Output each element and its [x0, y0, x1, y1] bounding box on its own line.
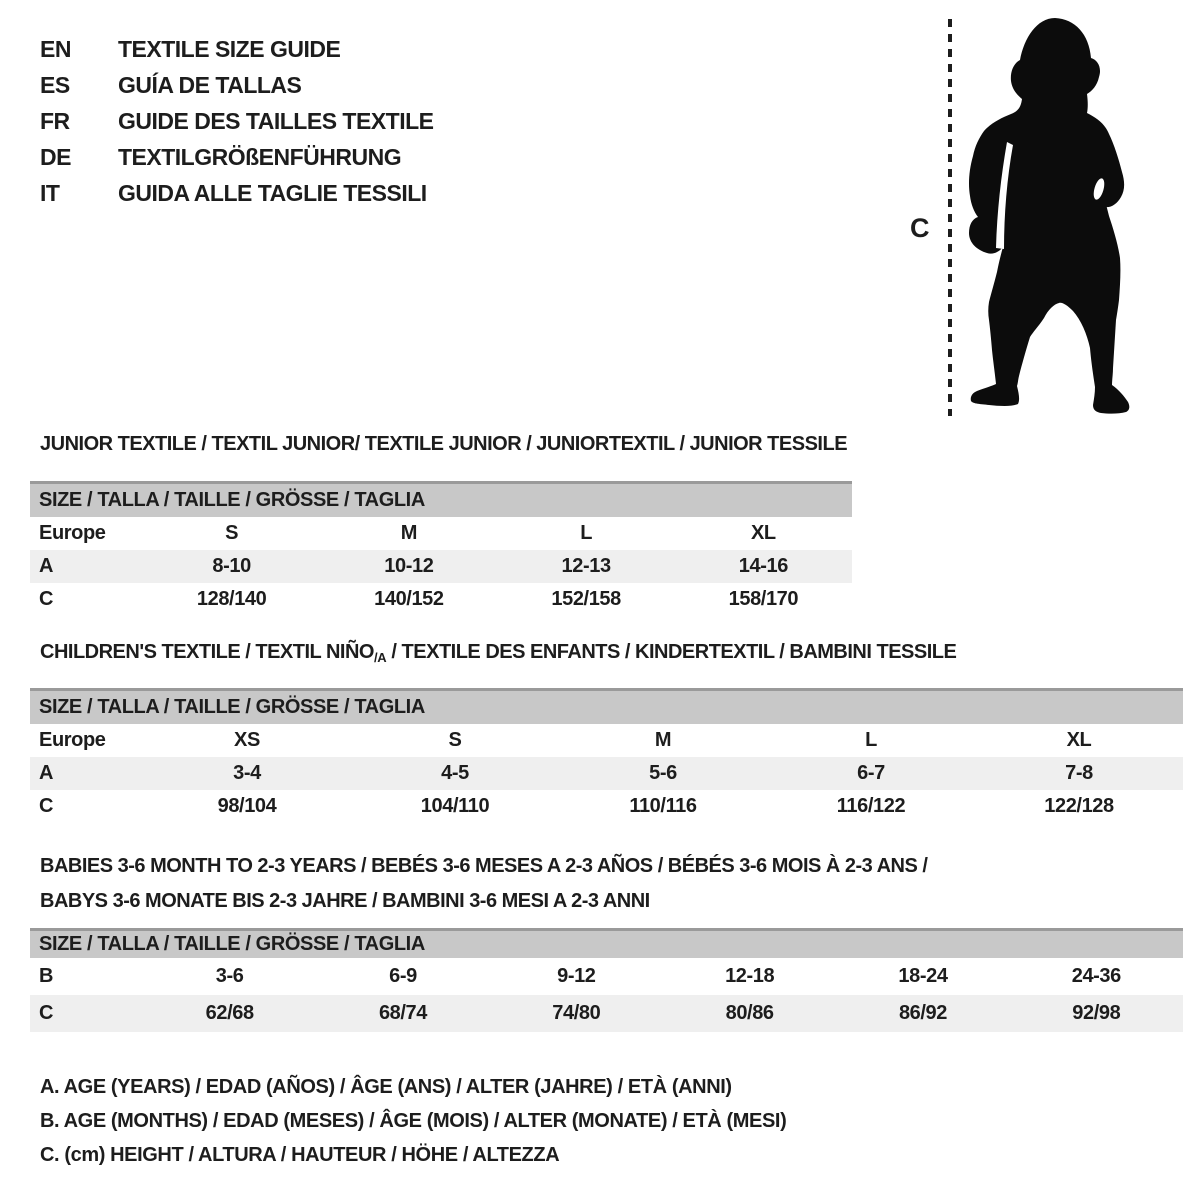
language-row	[40, 103, 434, 139]
size-cell: 14-16	[738, 555, 788, 577]
size-cell: M	[400, 522, 417, 544]
size-table-children	[30, 688, 1183, 823]
row-label: Europe	[39, 729, 106, 751]
size-cell: 140/152	[374, 588, 444, 610]
measurement-legend	[40, 1070, 786, 1172]
language-guide-title: GUIDE DES TAILLES TEXTILE	[118, 108, 434, 134]
section-title-junior: JUNIOR TEXTILE / TEXTIL JUNIOR/ TEXTILE JUNIOR / JUNIORTEXTIL / JUNIOR TESSILE	[40, 433, 848, 455]
size-cell: S	[225, 522, 239, 544]
size-table-babies	[30, 928, 1183, 1032]
language-guide-title: GUIDA ALLE TAGLIE TESSILI	[118, 180, 427, 206]
language-guide-title: GUÍA DE TALLAS	[118, 72, 302, 98]
size-cell: 152/158	[551, 588, 621, 610]
size-cell: 12-18	[725, 965, 775, 987]
table-row	[30, 517, 852, 550]
language-code: IT	[40, 180, 60, 206]
size-header-bar: SIZE / TALLA / TAILLE / GRÖSSE / TAGLIA	[30, 928, 1183, 958]
section-title-children	[40, 641, 956, 664]
size-cell: XS	[234, 729, 260, 751]
size-header-bar: SIZE / TALLA / TAILLE / GRÖSSE / TAGLIA	[30, 481, 852, 517]
size-table-junior	[30, 481, 852, 616]
size-cell: M	[654, 729, 672, 751]
size-cell: 98/104	[217, 795, 277, 817]
table-row	[30, 958, 1183, 995]
title-subscript: /A	[373, 650, 387, 665]
size-cell: XL	[1066, 729, 1092, 751]
row-label: C	[39, 588, 54, 610]
size-cell: 12-13	[561, 555, 611, 577]
size-cell: 10-12	[384, 555, 434, 577]
title-line: BABYS 3-6 MONATE BIS 2-3 JAHRE / BAMBINI 3-6 MESI A 2-3 ANNI	[40, 890, 650, 912]
legend-line-a: A. AGE (YEARS) / EDAD (AÑOS) / ÂGE (ANS) / ALTER (JAHRE) / ETÀ (ANNI)	[40, 1076, 732, 1098]
row-label: A	[39, 762, 54, 784]
title-line: BABIES 3-6 MONTH TO 2-3 YEARS / BEBÉS 3-6 MESES A 2-3 AÑOS / BÉBÉS 3-6 MOIS À 2-3 ANS /	[40, 855, 928, 877]
size-cell: 24-36	[1071, 965, 1121, 987]
size-cell: 104/110	[420, 795, 490, 817]
size-cell: 8-10	[212, 555, 251, 577]
language-row	[40, 139, 434, 175]
toddler-silhouette-icon	[963, 14, 1141, 419]
size-cell: 86/92	[898, 1002, 947, 1024]
language-code: EN	[40, 36, 71, 62]
language-row	[40, 175, 434, 211]
size-cell: 18-24	[898, 965, 948, 987]
row-label: A	[39, 555, 54, 577]
table-row	[30, 995, 1183, 1032]
table-body	[30, 724, 1183, 823]
size-cell: 62/68	[205, 1002, 254, 1024]
language-guide-title: TEXTILE SIZE GUIDE	[118, 36, 341, 62]
size-cell: L	[580, 522, 593, 544]
table-body	[30, 517, 852, 616]
language-row	[40, 31, 434, 67]
size-cell: 80/86	[725, 1002, 774, 1024]
table-body	[30, 958, 1183, 1032]
size-cell: 3-4	[233, 762, 261, 784]
language-code: FR	[40, 108, 70, 134]
size-cell: 7-8	[1065, 762, 1093, 784]
row-label: C	[39, 1002, 54, 1024]
language-row	[40, 67, 434, 103]
size-cell: 4-5	[441, 762, 469, 784]
language-guide-title: TEXTILGRÖßENFÜHRUNG	[118, 144, 402, 170]
size-cell: 128/140	[196, 588, 267, 610]
height-measure-dashed-line	[948, 19, 952, 416]
size-header-bar: SIZE / TALLA / TAILLE / GRÖSSE / TAGLIA	[30, 688, 1183, 724]
title-part: / TEXTILE DES ENFANTS / KINDERTEXTIL / BAMBINI TESSILE	[386, 641, 957, 663]
language-code: DE	[40, 144, 71, 170]
title-part: CHILDREN'S TEXTILE / TEXTIL NIÑO	[40, 641, 374, 663]
height-measure-label: C	[910, 213, 930, 243]
size-cell: L	[865, 729, 877, 751]
language-title-list	[40, 31, 434, 211]
size-cell: 122/128	[1044, 795, 1114, 817]
table-row	[30, 790, 1183, 823]
table-row	[30, 550, 852, 583]
row-label: C	[39, 795, 54, 817]
size-cell: 5-6	[649, 762, 677, 784]
table-row	[30, 757, 1183, 790]
size-cell: 6-7	[857, 762, 885, 784]
size-cell: 74/80	[552, 1002, 601, 1024]
legend-line-c: C. (cm) HEIGHT / ALTURA / HAUTEUR / HÖHE / ALTEZZA	[40, 1144, 560, 1166]
size-cell: S	[448, 729, 462, 751]
section-title-babies	[40, 849, 927, 919]
size-cell: 92/98	[1072, 1002, 1121, 1024]
table-row	[30, 724, 1183, 757]
size-cell: 116/122	[836, 795, 906, 817]
size-cell: XL	[750, 522, 776, 544]
table-row	[30, 583, 852, 616]
size-cell: 68/74	[378, 1002, 428, 1024]
size-cell: 3-6	[215, 965, 244, 987]
size-cell: 110/116	[629, 795, 697, 817]
language-code: ES	[40, 72, 70, 98]
legend-line-b: B. AGE (MONTHS) / EDAD (MESES) / ÂGE (MOIS) / ALTER (MONATE) / ETÀ (MESI)	[40, 1110, 787, 1132]
size-cell: 158/170	[728, 588, 799, 610]
size-cell: 9-12	[557, 965, 596, 987]
size-cell: 6-9	[389, 965, 417, 987]
row-label: Europe	[39, 522, 106, 544]
row-label: B	[39, 965, 54, 987]
